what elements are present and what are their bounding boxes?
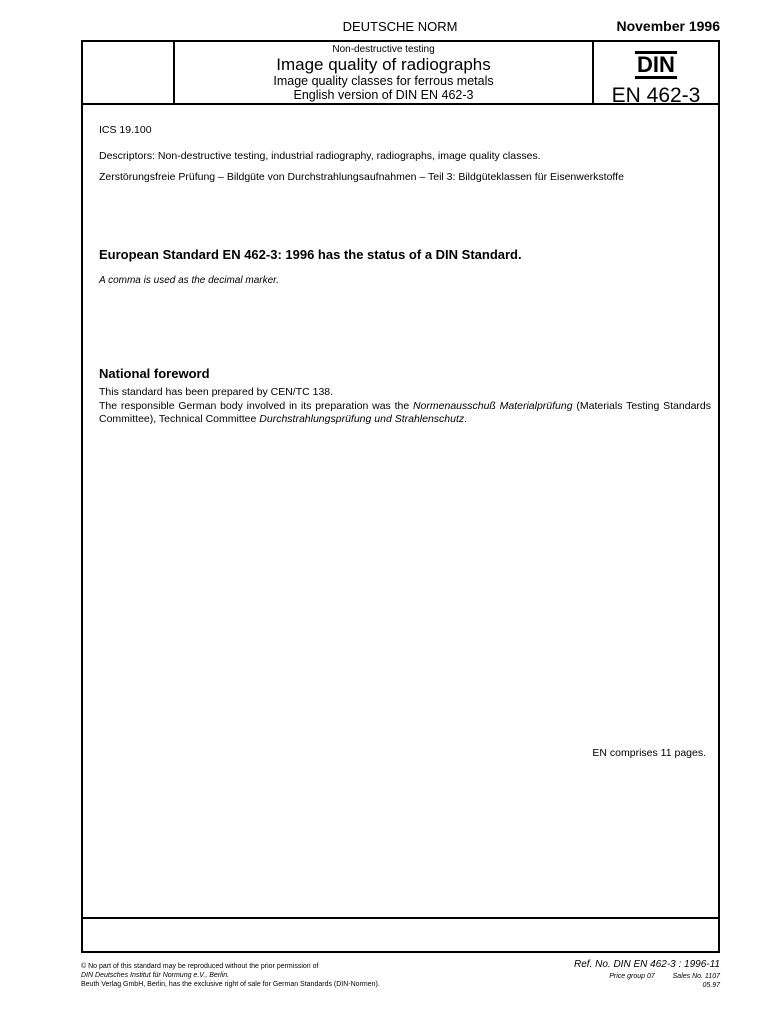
descriptors: Descriptors: Non-destructive testing, industrial radiography, radiographs, image quality classes.: [99, 150, 541, 162]
foreword-paragraph-2: [99, 400, 711, 426]
din-logo: DIN: [637, 52, 675, 77]
din-badge: [594, 42, 718, 108]
edition-code: 05.97: [702, 982, 720, 989]
title-category: Non-destructive testing: [332, 44, 435, 55]
european-status: European Standard EN 462-3: 1996 has the status of a DIN Standard.: [99, 247, 522, 262]
sales-number: Sales No. 1107: [672, 973, 720, 980]
price-group: Price group 07: [609, 973, 655, 980]
footer-frame: [81, 919, 720, 953]
copyright-line-1: © No part of this standard may be reproduced without the prior permission of: [81, 963, 319, 970]
copyright-notice: [81, 962, 380, 989]
national-foreword-heading: National foreword: [99, 366, 210, 381]
title-area: [175, 42, 592, 102]
foreword-text: (Materials Testing Standards Committee), Technical Committee: [99, 400, 711, 425]
document-title: Image quality of radiographs: [276, 55, 491, 74]
decimal-marker-note: A comma is used as the decimal marker.: [99, 275, 279, 286]
english-version-note: English version of DIN EN 462-3: [293, 88, 474, 102]
page-count-note: EN comprises 11 pages.: [592, 747, 706, 759]
price-info: [609, 972, 720, 990]
foreword-text: The responsible German body involved in its preparation was the: [99, 400, 413, 412]
publication-date: November 1996: [616, 18, 720, 34]
foreword-text: .: [464, 413, 468, 425]
document-subtitle: Image quality classes for ferrous metals: [273, 74, 494, 88]
technical-committee-name: Durchstrahlungsprüfung und Strahlenschutz: [259, 413, 465, 425]
reference-number: Ref. No. DIN EN 462-3 : 1996-11: [574, 959, 720, 970]
title-block: [81, 40, 720, 105]
document-type: DEUTSCHE NORM: [342, 19, 458, 34]
copyright-line-2: DIN Deutsches Institut für Normung e.V., Berlin.: [81, 972, 230, 979]
price-row: [609, 972, 720, 981]
content-frame: [81, 105, 720, 919]
german-title: Zerstörungsfreie Prüfung – Bildgüte von Durchstrahlungsaufnahmen – Teil 3: Bildgüteklassen für Eisenwerkstoffe: [99, 171, 624, 183]
copyright-line-3: Beuth Verlag GmbH, Berlin, has the exclusive right of sale for German Standards (DIN-Normen).: [81, 981, 380, 988]
foreword-paragraph-1: This standard has been prepared by CEN/TC 138.: [99, 386, 334, 398]
ics-code: ICS 19.100: [99, 124, 152, 136]
standard-number: EN 462-3: [611, 84, 701, 107]
committee-name: Normenausschuß Materialprüfung: [412, 400, 573, 412]
